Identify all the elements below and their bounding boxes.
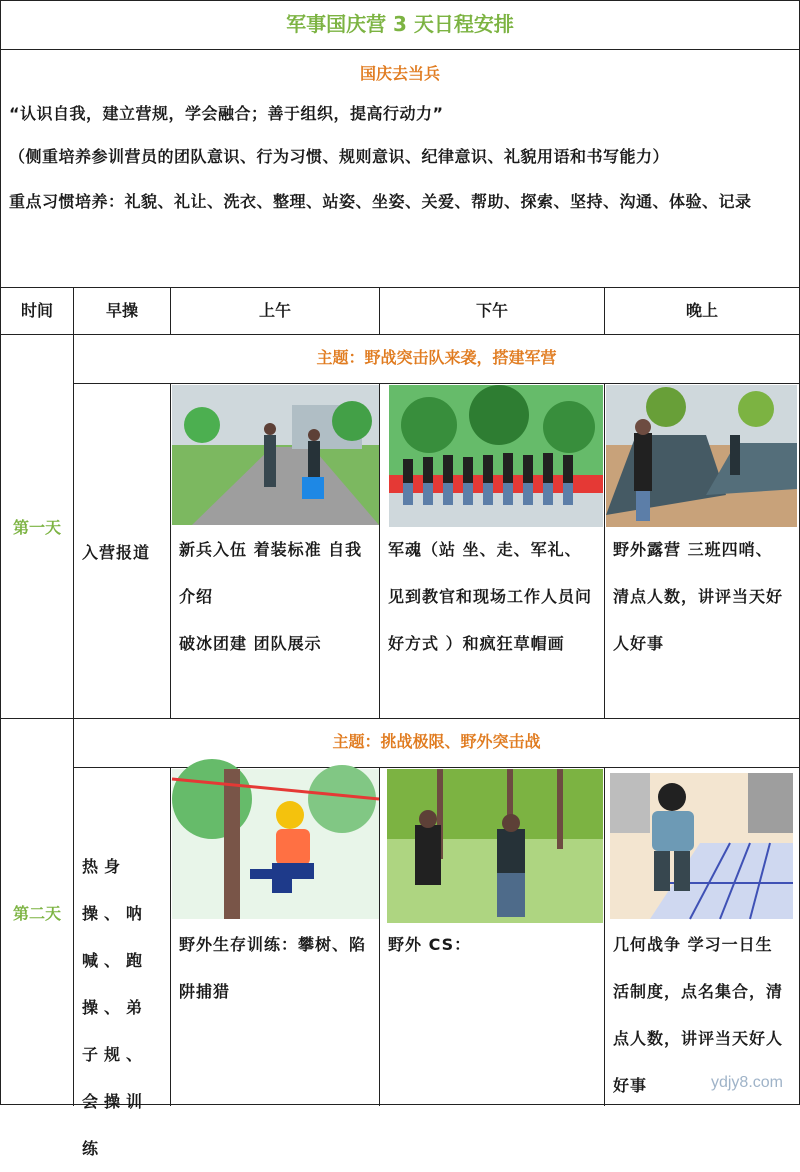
day2-morning-exercise: 热身操、呐喊、跑操、弟子规、会操训练 [82,857,149,1158]
bed-making-photo-icon [610,773,793,919]
day1-label: 第一天 [1,335,74,719]
day1-am-text-1: 新兵入伍 着装标准 自我介绍 [179,540,363,606]
header-time: 时间 [1,288,74,335]
header-am: 上午 [171,288,380,335]
header-pm: 下午 [380,288,605,335]
day1-theme: 主题：野战突击队来袭，搭建军营 [74,335,799,384]
day2-pm-text: 野外 CS： [388,935,472,954]
schedule-table [0,287,800,1158]
intro-focus: （侧重培养参训营员的团队意识、行为习惯、规则意识、纪律意识、礼貌用语和书写能力） [9,147,670,166]
intro-section [0,49,800,287]
day1-am-text-2: 破冰团建 团队展示 [179,634,322,653]
day1-evening-text: 野外露营 三班四哨、清点人数，讲评当天好人好事 [613,540,784,653]
walking-photo-icon [172,385,379,525]
header-morning-exercise: 早操 [74,288,171,335]
day1-morning-exercise: 入营报道 [82,543,151,562]
day1-morning-exercise-cell [74,384,171,719]
day2-morning-exercise-cell [74,768,171,1158]
day2-am-text: 野外生存训练：攀树、陷阱捕猎 [179,935,367,1001]
intro-center-title: 国庆去当兵 [359,64,440,83]
zipline-photo-icon [172,769,379,919]
day2-label: 第二天 [1,719,74,1106]
header-evening: 晚上 [605,288,799,335]
day2-theme: 主题：挑战极限、野外突击战 [74,719,799,768]
group-lineup-photo-icon [389,385,603,527]
day1-pm-text: 军魂（站 坐、走、军礼、见到教官和现场工作人员问好方式 ）和疯狂草帽画 [388,540,593,653]
page-title: 军事国庆营 3 天日程安排 [0,0,800,49]
day2-evening-text: 几何战争 学习一日生活制度，点名集合，清点人数，讲评当天好人好事 [613,935,784,1095]
watermark: ydjy8.com [710,1074,783,1091]
tent-camp-photo-icon [606,385,797,527]
intro-motto: “认识自我，建立营规，学会融合；善于组织，提高行动力” [9,104,444,123]
intro-habits: 重点习惯培养：礼貌、礼让、洗衣、整理、站姿、坐姿、关爱、帮助、探索、坚持、沟通、体验、记录 [9,192,752,211]
field-cs-photo-icon [387,769,603,923]
